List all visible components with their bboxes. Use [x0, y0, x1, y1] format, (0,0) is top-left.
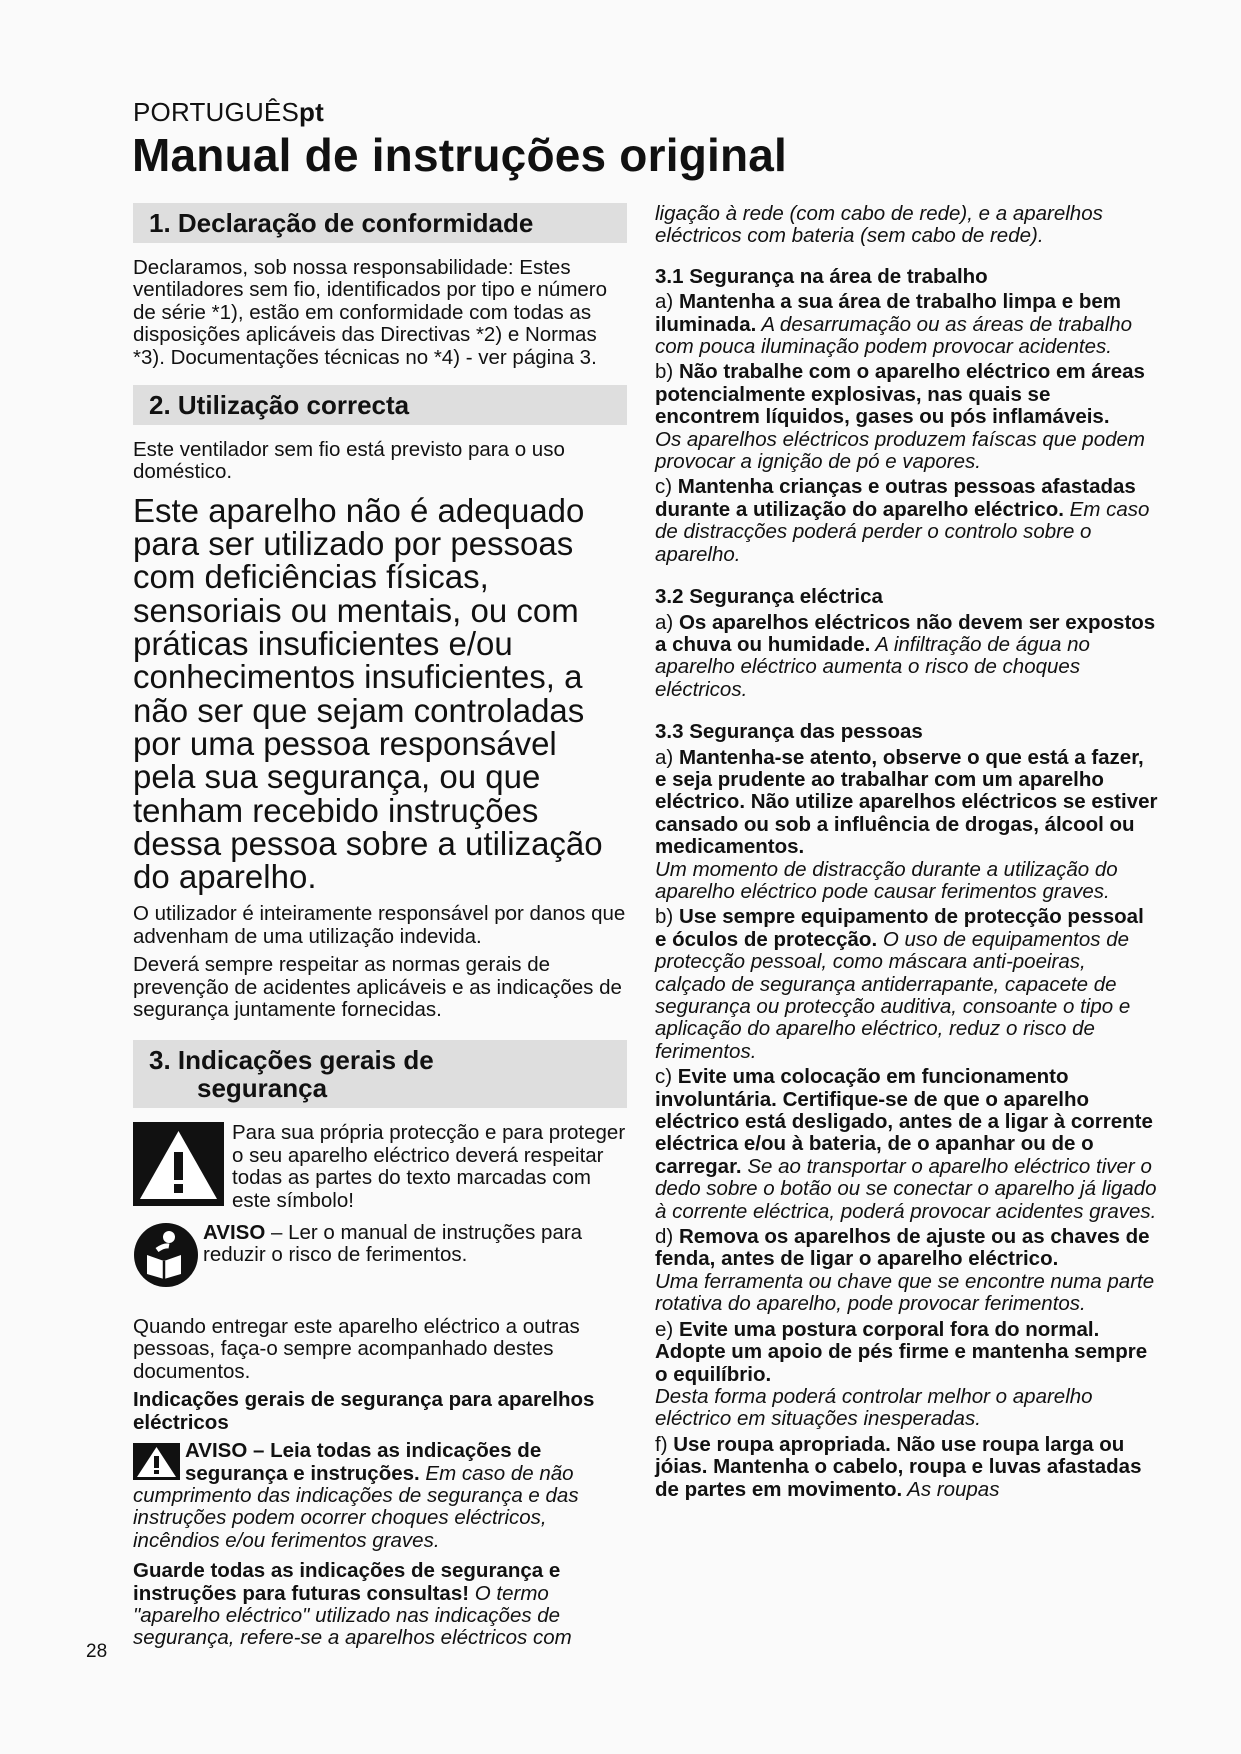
item-3-3-c	[655, 1066, 1160, 1223]
language-name: PORTUGUÊS	[133, 97, 300, 127]
item-3-1-c	[655, 476, 1160, 566]
item-3-3-e	[655, 1319, 1160, 1431]
item-bold: Não trabalhe com o aparelho eléctrico em áreas potencialmente explosivas, nas quais se encontrem líquidos, gases ou pós inflamáveis.	[655, 360, 1145, 429]
item-3-1-b	[655, 361, 1160, 473]
declaration-text: Declaramos, sob nossa responsabilidade: Estes ventiladores sem fio, identificados por tipo e número de série *1), estão em conformidade com todas as disposições aplicáveis das Directivas *2) e Normas *3). Documentações técnicas no *4) - ver página 3.	[133, 256, 608, 369]
heading-3-2: 3.2 Segurança eléctrica	[655, 585, 883, 609]
language-code: pt	[299, 97, 324, 127]
item-bold: Remova os aparelhos de ajuste ou as chaves de fenda, antes de ligar o aparelho eléctrico.	[655, 1225, 1150, 1271]
item-italic: O uso de equipamentos de protecção pessoal, como máscara anti-poeiras, calçado de segurança antiderrapante, capacete de segurança ou protecção auditiva, consoante o tipo e aplicação do aparelho eléctrico, reduz o risco de ferimentos.	[655, 927, 1131, 1063]
item-italic: Em caso de distracções poderá perder o controlo sobre o aparelho.	[655, 497, 1150, 566]
warning-triangle-icon	[133, 1122, 224, 1206]
item-italic: A desarrumação ou as áreas de trabalho com pouca iluminação podem provocar acidentes.	[655, 312, 1133, 359]
item-prefix: b)	[655, 360, 679, 384]
item-prefix: a)	[655, 610, 679, 634]
general-safety-heading: Indicações gerais de segurança para aparelhos eléctricos	[133, 1388, 595, 1434]
item-prefix: e)	[655, 1317, 679, 1341]
section-3-heading-line1: 3. Indicações gerais de	[149, 1045, 434, 1076]
item-3-3-b	[655, 906, 1160, 1063]
item-3-3-a	[655, 747, 1160, 904]
item-bold: Evite uma colocação em funcionamento involuntária. Certifique-se de que o aparelho eléctrico está desligado, antes de a ligar à corrente eléctrica e/ou à bateria, de o apanhar ou de o carregar.	[655, 1065, 1153, 1178]
item-prefix: c)	[655, 1065, 678, 1089]
handover-text: Quando entregar este aparelho eléctrico a outras pessoas, faça-o sempre acompanhado destes documentos.	[133, 1315, 580, 1383]
section-3-heading	[133, 1040, 627, 1108]
item-italic: Um momento de distracção durante a utilização do aparelho eléctrico pode causar ferimentos graves.	[655, 857, 1118, 903]
item-italic: Os aparelhos eléctricos produzem faíscas que podem provocar a ignição de pó e vapores.	[655, 427, 1145, 474]
symbol-notice-text: Para sua própria protecção e para proteger o seu aparelho eléctrico deverá respeitar todas as partes do texto marcadas com este símbolo!	[232, 1121, 626, 1212]
manual-notice-text: – Ler o manual de instruções para reduzir o risco de ferimentos.	[203, 1221, 583, 1267]
warning-triangle-small-icon	[133, 1443, 180, 1480]
liability-text: O utilizador é inteiramente responsável por danos que advenham de uma utilização indevida.	[133, 902, 626, 948]
item-bold: Evite uma postura corporal fora do normal. Adopte um apoio de pés firme e mantenha sempre o equilíbrio.	[655, 1317, 1148, 1386]
item-prefix: a)	[655, 290, 679, 314]
continuation-text: ligação à rede (com cabo de rede), e a aparelhos eléctricos com bateria (sem cabo de rede).	[655, 202, 1103, 248]
item-italic: As roupas	[902, 1477, 1000, 1501]
warning-paragraph	[133, 1440, 627, 1552]
manual-notice	[133, 1222, 627, 1288]
item-prefix: f)	[655, 1432, 674, 1456]
item-bold: Use roupa apropriada. Não use roupa larga ou jóias. Mantenha o cabelo, roupa e luvas afastadas de partes em movimento.	[655, 1432, 1142, 1501]
heading-3-3: 3.3 Segurança das pessoas	[655, 720, 923, 744]
section-1-heading: 1. Declaração de conformidade	[133, 203, 627, 243]
item-bold: Mantenha a sua área de trabalho limpa e bem iluminada.	[655, 290, 1121, 336]
prevention-text: Deverá sempre respeitar as normas gerais de prevenção de acidentes aplicáveis e as indicações de segurança juntamente fornecidas.	[133, 953, 622, 1022]
item-bold: Os aparelhos eléctricos não devem ser expostos a chuva ou humidade.	[655, 610, 1156, 656]
symbol-notice	[133, 1122, 627, 1212]
left-column	[133, 203, 627, 1650]
item-bold: Use sempre equipamento de protecção pessoal e óculos de protecção.	[655, 905, 1144, 951]
item-prefix: a)	[655, 745, 679, 769]
item-prefix: b)	[655, 905, 679, 929]
section-2-heading: 2. Utilização correcta	[133, 385, 627, 425]
right-column	[655, 203, 1160, 1501]
page-title: Manual de instruções original	[132, 129, 788, 181]
aviso-label: AVISO	[203, 1221, 266, 1245]
heading-3-1: 3.1 Segurança na área de trabalho	[655, 264, 988, 288]
item-italic: Uma ferramenta ou chave que se encontre numa parte rotativa do aparelho, pode provocar ferimentos.	[655, 1269, 1155, 1316]
language-label	[133, 97, 324, 128]
item-bold: Mantenha-se atento, observe o que está a fazer, e seja prudente ao trabalhar com um aparelho eléctrico. Não utilize aparelhos eléctricos se estiver cansado ou sob a influência de drogas, álcool ou medicamentos.	[655, 745, 1158, 859]
section-3-heading-line2: segurança	[197, 1073, 328, 1104]
read-manual-icon	[133, 1222, 199, 1288]
item-3-1-a	[655, 291, 1160, 358]
item-italic: Desta forma poderá controlar melhor o aparelho eléctrico em situações inesperadas.	[655, 1384, 1093, 1431]
intended-use-text: Este ventilador sem fio está previsto para o uso doméstico.	[133, 438, 565, 484]
item-3-3-d	[655, 1226, 1160, 1316]
item-prefix: d)	[655, 1225, 679, 1249]
item-3-2-a	[655, 612, 1160, 702]
keep-bold: Guarde todas as indicações de segurança e instruções para futuras consultas!	[133, 1559, 561, 1605]
item-italic: A infiltração de água no aparelho eléctrico aumenta o risco de choques eléctricos.	[655, 632, 1090, 701]
item-prefix: c)	[655, 475, 678, 499]
warning-italic: Em caso de não cumprimento das indicações de segurança e das instruções podem ocorrer choques eléctricos, incêndios e/ou ferimentos graves.	[133, 1461, 579, 1552]
item-3-3-f	[655, 1434, 1160, 1501]
keep-instructions	[133, 1560, 627, 1650]
warning-bold: AVISO – Leia todas as indicações de segurança e instruções.	[185, 1439, 542, 1485]
keep-italic: O termo "aparelho eléctrico" utilizado nas indicações de segurança, refere-se a aparelhos eléctricos com	[133, 1581, 572, 1650]
page-number: 28	[86, 1641, 108, 1662]
item-italic: Se ao transportar o aparelho eléctrico tiver o dedo sobre o botão ou se conectar o aparelho já ligado à corrente eléctrica, poderá provocar acidentes graves.	[655, 1154, 1157, 1223]
item-bold: Mantenha crianças e outras pessoas afastadas durante a utilização do aparelho eléctrico.	[655, 475, 1136, 521]
restriction-notice: Este aparelho não é adequado para ser utilizado por pessoas com deficiências físicas, sensoriais ou mentais, ou com práticas insuficientes e/ou conhecimentos insuficientes, a não ser que sejam controladas por uma pessoa responsável pela sua segurança, ou que tenham recebido instruções dessa pessoa sobre a utilização do aparelho.	[133, 491, 603, 896]
